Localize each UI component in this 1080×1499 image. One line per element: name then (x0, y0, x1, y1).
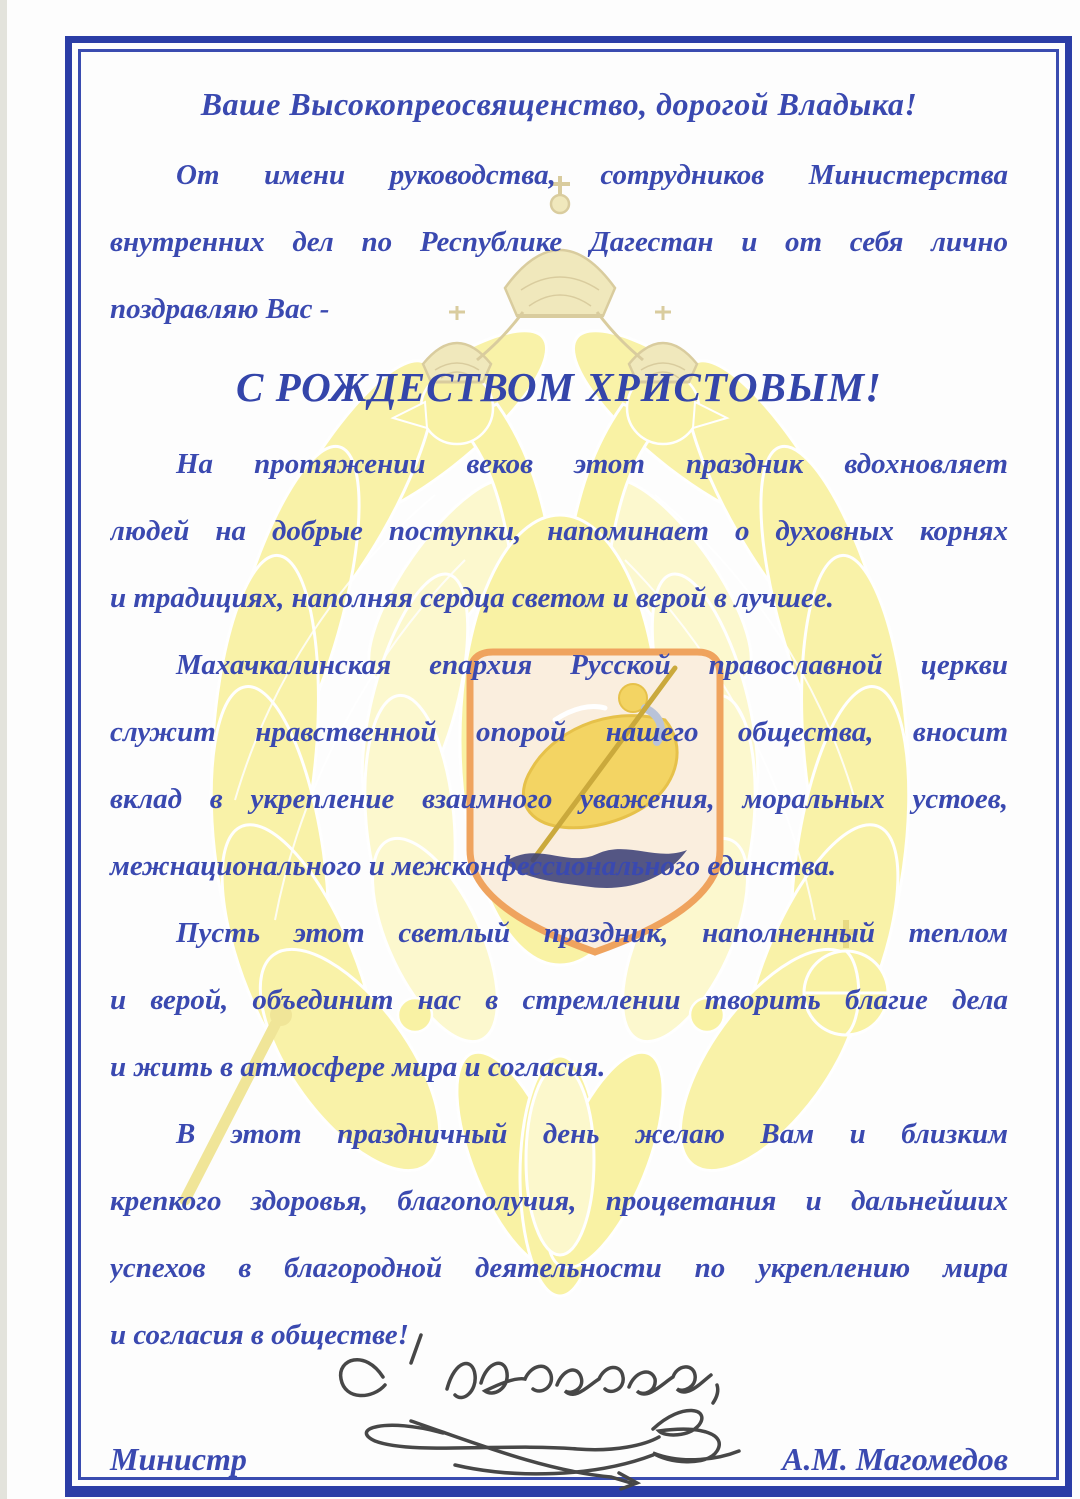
letter-line: и жить в атмосфере мира и согласия. (110, 1051, 606, 1083)
letter-line: Махачкалинская епархия Русской православной церкви (176, 649, 1008, 681)
letter-line: внутренних дел по Республике Дагестан и от себя лично (110, 226, 1008, 258)
signatory-name: А.М. Магомедов (782, 1441, 1008, 1477)
letter-content (81, 52, 1056, 1481)
signature-scrawl (341, 1335, 739, 1489)
letter-body (110, 66, 1008, 1369)
letter-line: На протяжении веков этот праздник вдохновляет (176, 448, 1008, 480)
letter-line: межнационального и межконфессионального единства. (110, 850, 837, 882)
signatory-title: Министр (110, 1441, 247, 1477)
letter-line: и традициях, наполняя сердца светом и верой в лучшее. (110, 582, 834, 614)
letter-line: Пусть этот светлый праздник, наполненный теплом (176, 917, 1008, 949)
letter-line: успехов в благородной деятельности по укреплению мира (110, 1252, 1008, 1284)
letter-line: людей на добрые поступки, напоминает о духовных корнях (110, 515, 1008, 547)
letter-line: вклад в укрепление взаимного уважения, моральных устоев, (110, 783, 1008, 815)
letter-line: В этот праздничный день желаю Вам и близким (176, 1118, 1008, 1150)
scan-edge (0, 0, 7, 1499)
letter-line: поздравляю Вас - (110, 293, 330, 325)
letter-line: служит нравственной опорой нашего общества, вносит (110, 716, 1008, 748)
letter-line: и верой, объединит нас в стремлении творить благие дела (110, 984, 1008, 1016)
handwritten-signature (315, 1325, 795, 1495)
letter-line: От имени руководства, сотрудников Министерства (176, 159, 1008, 191)
letter-salutation: Ваше Высокопреосвященство, дорогой Владыка! (200, 86, 918, 122)
letter-line: и согласия в обществе! (110, 1319, 409, 1351)
letter-line: крепкого здоровья, благополучия, процветания и дальнейших (110, 1185, 1008, 1217)
letter-heading: С РОЖДЕСТВОМ ХРИСТОВЫМ! (235, 364, 883, 410)
